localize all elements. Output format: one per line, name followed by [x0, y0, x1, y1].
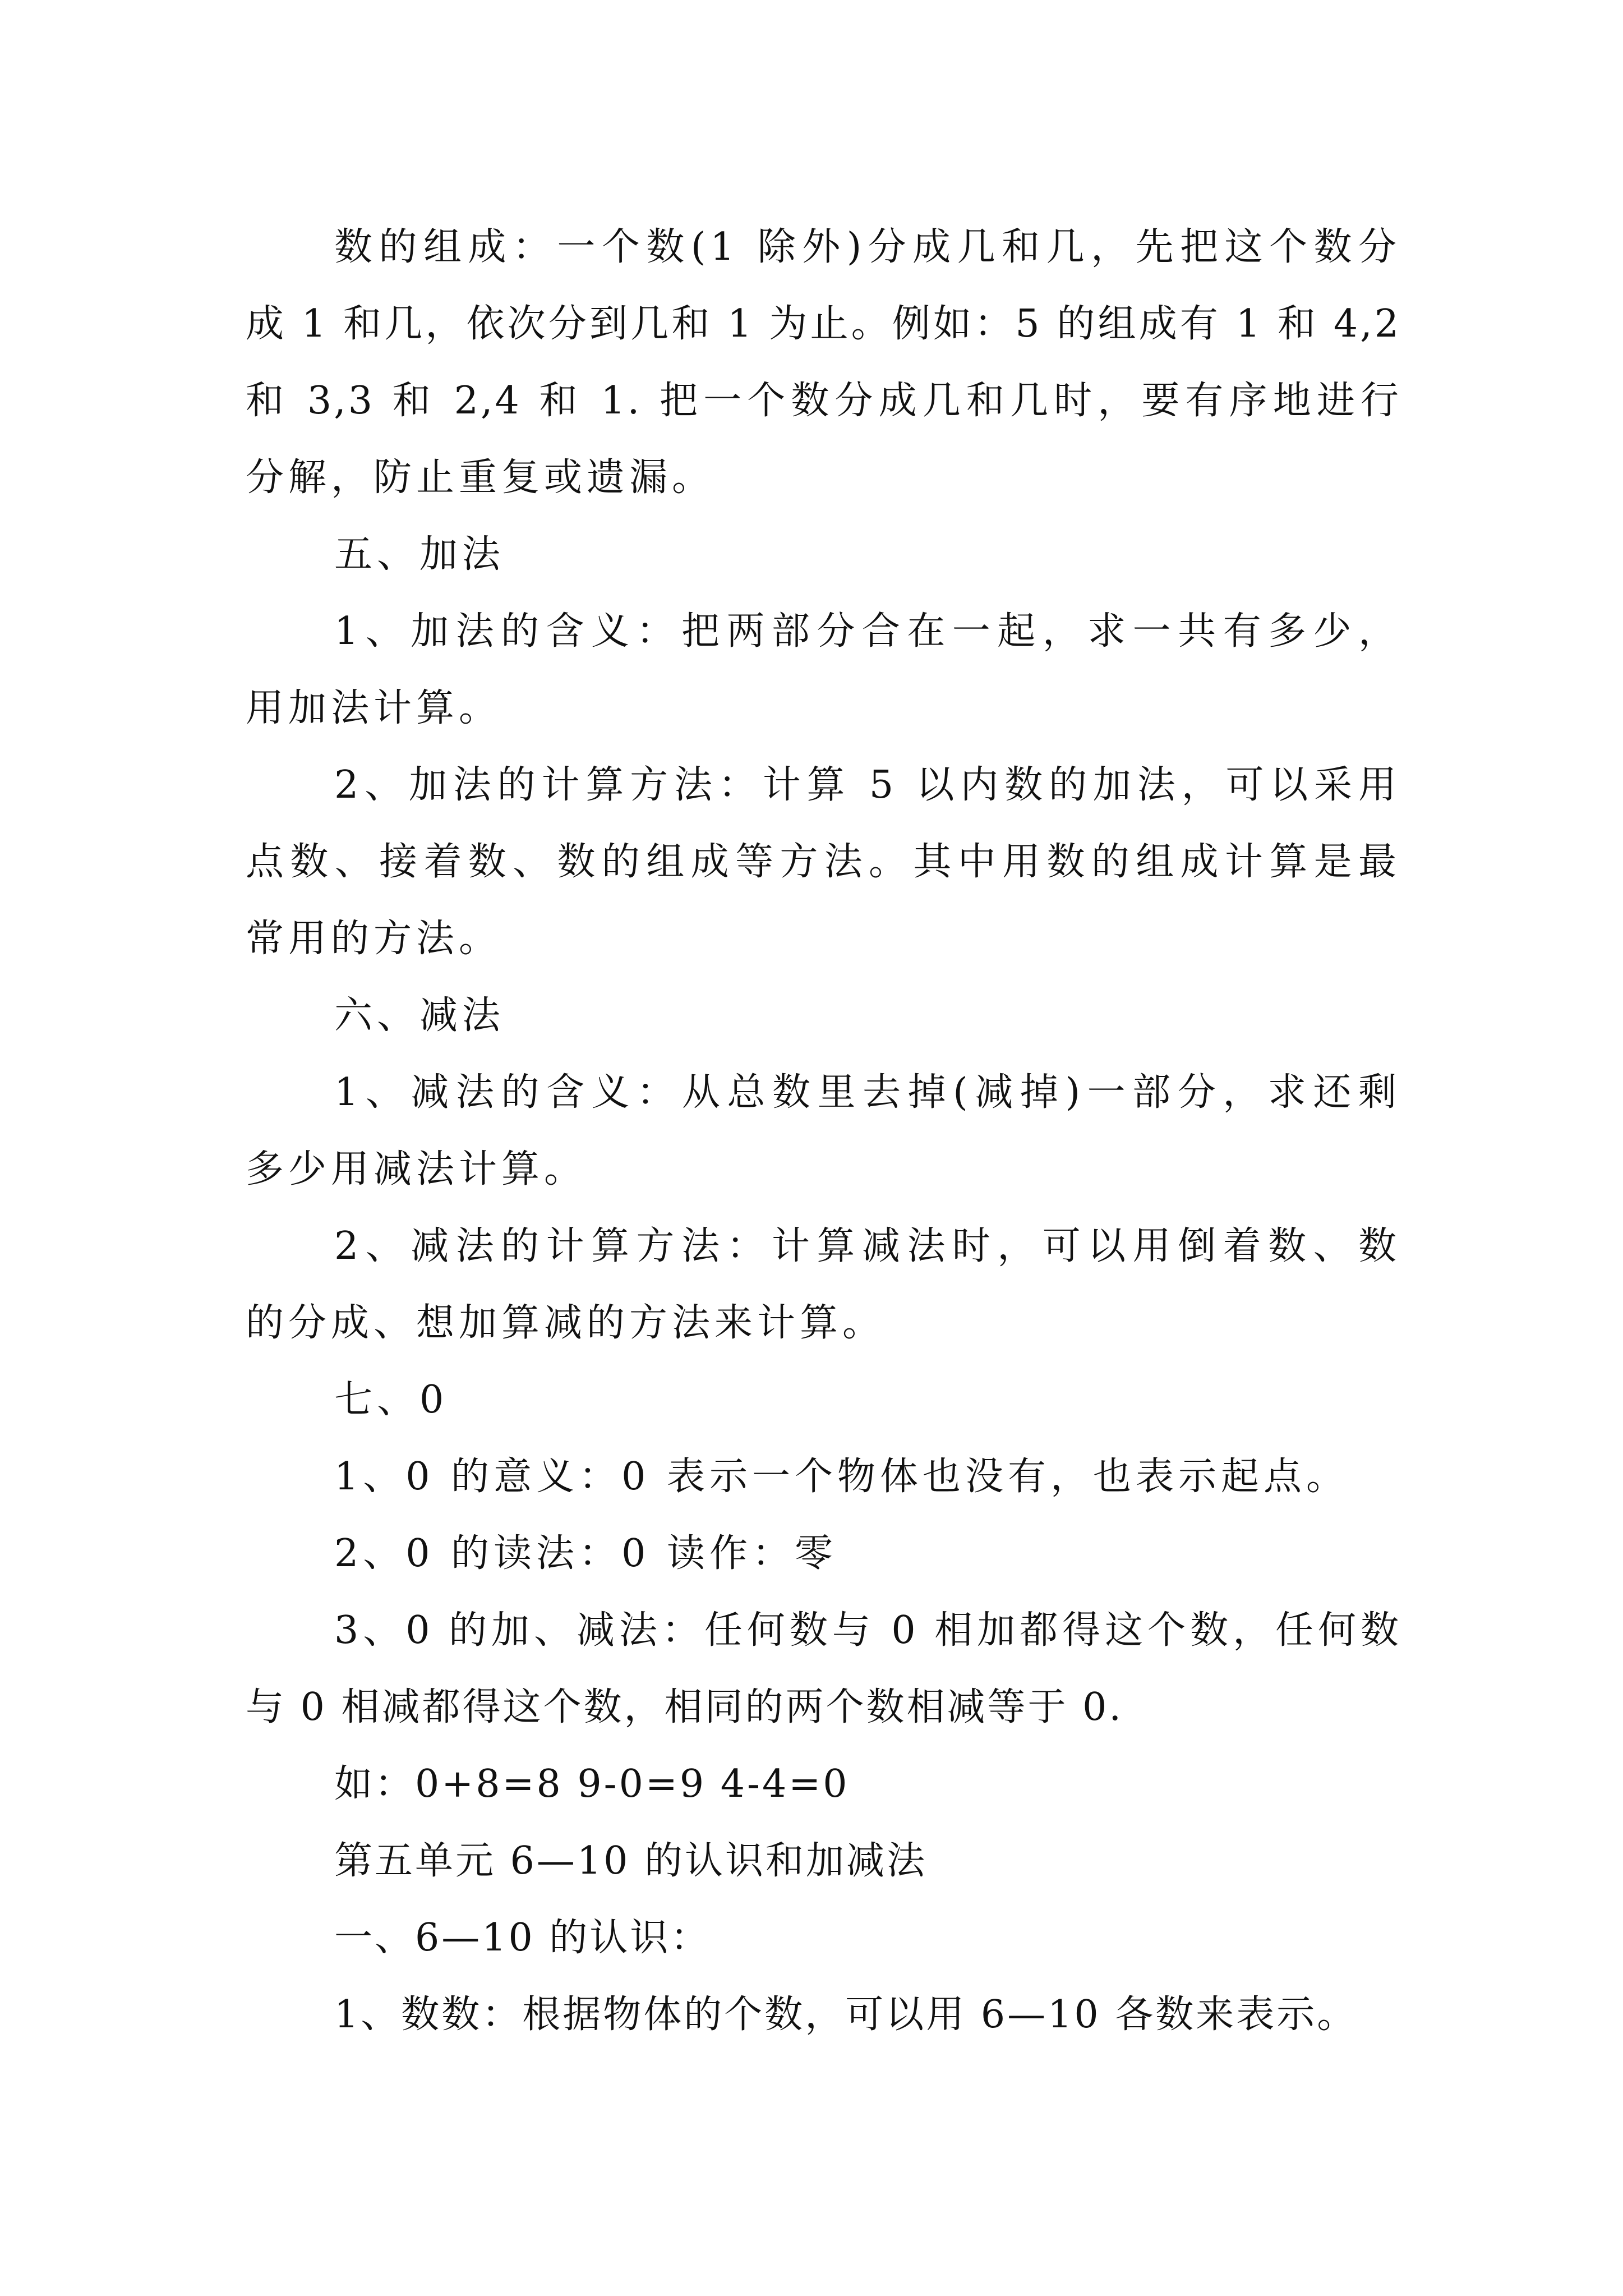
paragraph-line: 2、0 的读法：0 读作：零	[334, 1531, 838, 1576]
paragraph-line: 分解，防止重复或遗漏。	[246, 455, 715, 500]
paragraph-line: 的分成、想加算减的方法来计算。	[246, 1301, 886, 1345]
paragraph-line: 用加法计算。	[246, 686, 502, 730]
paragraph-line: 点数、接着数、数的组成等方法。其中用数的组成计算是最	[246, 840, 1401, 884]
paragraph-line: 成 1 和几，依次分到几和 1 为止。例如：5 的组成有 1 和 4,2	[246, 302, 1401, 346]
section-heading: 七、0	[334, 1378, 449, 1422]
section-heading: 一、6—10 的认识：	[334, 1916, 711, 1960]
section-heading: 五、加法	[334, 532, 505, 577]
paragraph-line: 2、减法的计算方法：计算减法时，可以用倒着数、数	[334, 1224, 1401, 1268]
paragraph-line: 常用的方法。	[246, 917, 502, 961]
unit-heading: 第五单元 6—10 的认识和加减法	[334, 1839, 928, 1883]
paragraph-line: 多少用减法计算。	[246, 1147, 587, 1191]
paragraph-line: 2、加法的计算方法：计算 5 以内数的加法，可以采用	[334, 763, 1401, 807]
example-line: 如：0+8=8 9-0=9 4-4=0	[334, 1762, 850, 1806]
paragraph-line: 1、数数：根据物体的个数，可以用 6—10 各数来表示。	[334, 1993, 1358, 2037]
paragraph-line: 1、0 的意义：0 表示一个物体也没有，也表示起点。	[334, 1455, 1349, 1499]
paragraph-line: 和 3,3 和 2,4 和 1. 把一个数分成几和几时，要有序地进行	[246, 379, 1401, 423]
paragraph-line: 1、加法的含义：把两部分合在一起，求一共有多少，	[334, 609, 1401, 654]
paragraph-line: 1、减法的含义：从总数里去掉(减掉)一部分，求还剩	[334, 1070, 1401, 1115]
section-heading: 六、减法	[334, 993, 505, 1038]
document-page	[246, 209, 1401, 2053]
paragraph-line: 与 0 相减都得这个数，相同的两个数相减等于 0.	[246, 1685, 1123, 1729]
paragraph-line: 数的组成：一个数(1 除外)分成几和几，先把这个数分	[334, 225, 1401, 269]
paragraph-line: 3、0 的加、减法：任何数与 0 相加都得这个数，任何数	[334, 1608, 1401, 1653]
